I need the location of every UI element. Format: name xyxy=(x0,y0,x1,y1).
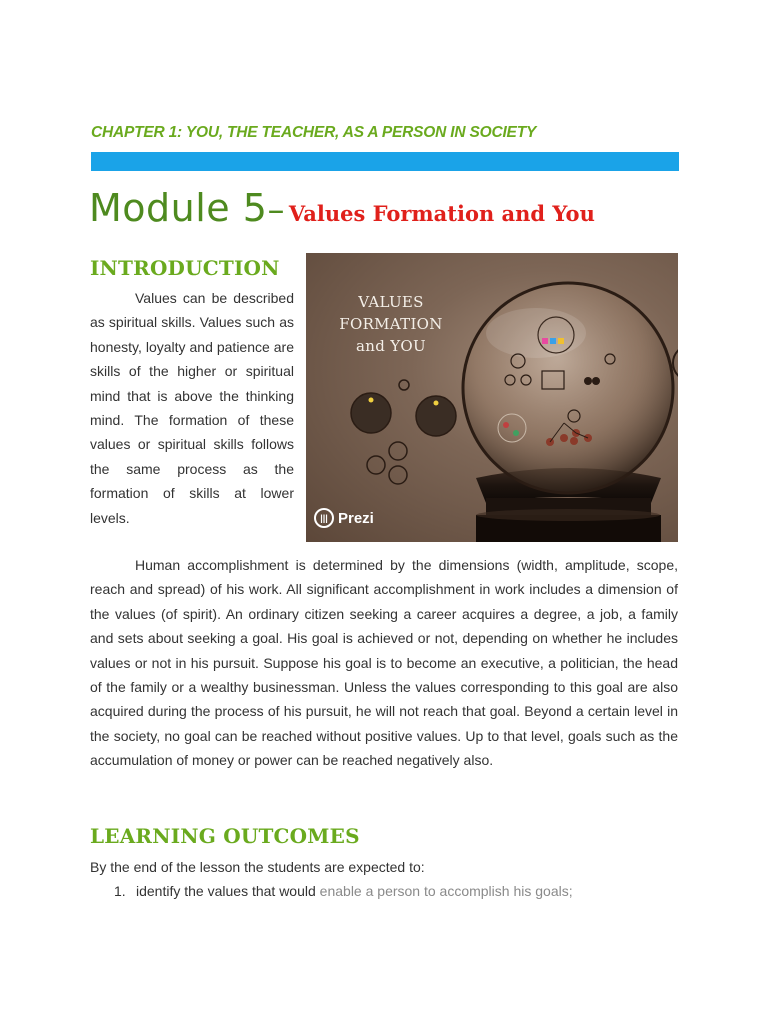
prezi-logo: ||| Prezi xyxy=(314,508,374,528)
chapter-title: CHAPTER 1: YOU, THE TEACHER, AS A PERSON IN SOCIETY xyxy=(91,124,537,141)
image-title: VALUES FORMATION and YOU xyxy=(339,293,443,355)
learning-outcomes-lead: By the end of the lesson the students are expected to: xyxy=(90,859,425,875)
module-title xyxy=(89,186,595,230)
prezi-logo-icon: ||| xyxy=(314,508,334,528)
module-subtitle: Values Formation and You xyxy=(288,201,595,226)
module-separator: – xyxy=(267,190,285,230)
values-formation-image xyxy=(306,253,678,542)
chapter-divider-bar xyxy=(91,152,679,171)
list-item: 1. identify the values that would enable a person to accomplish his goals; xyxy=(114,883,573,899)
introduction-paragraph-1: Values can be described as spiritual skills. Values such as honesty, loyalty and patience are skills of the higher or spiritual mind that is above the thinking mind. The formation of these values or spiritual skills follows the same process as the formation of skills at lower levels. xyxy=(90,290,294,526)
module-number: Module 5 xyxy=(89,186,268,230)
introduction-heading: INTRODUCTION xyxy=(90,256,280,280)
learning-outcomes-heading: LEARNING OUTCOMES xyxy=(90,824,360,848)
introduction-paragraph-2: Human accomplishment is determined by the dimensions (width, amplitude, scope, reach and spread) of his work. All significant accomplishment in work includes a dimension of the values (of spirit). An ordinary citizen seeking a career acquires a degree, a job, a family and sets about seeking a goal. His goal is achieved or not, depending on whether he includes values or not in his pursuit. Suppose his goal is to become an executive, a politician, the head of the family or a wealthy businessman. Unless the values corresponding to this goal are also acquired during the process of his pursuit, he will not reach that goal. Beyond a certain level in the society, no goal can be reached without positive values. Up to that level, goals such as the accumulation of money or power can be reached negatively also. xyxy=(90,557,678,769)
